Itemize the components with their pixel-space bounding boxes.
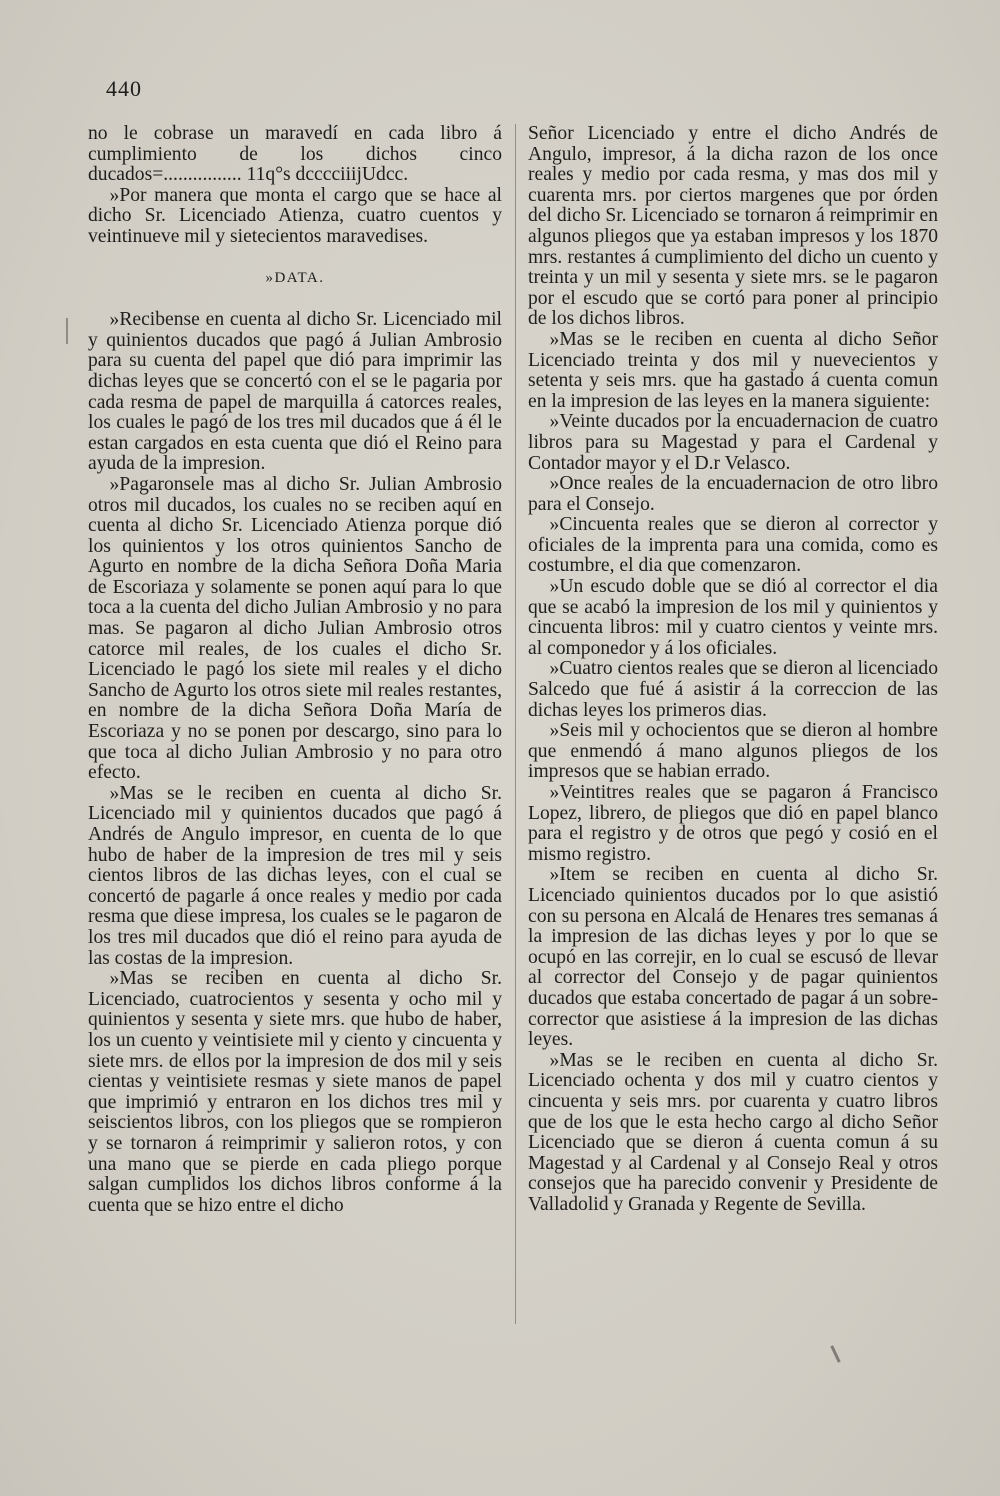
paragraph: »Once reales de la encuadernacion de otro libro para el Consejo.: [528, 473, 938, 515]
column-divider: [515, 124, 516, 1324]
left-column: [88, 124, 502, 1216]
ink-speck: [830, 1345, 840, 1363]
section-heading: »DATA.: [265, 269, 325, 286]
paragraph: »Veinte ducados por la encuadernacion de cuatro libros para su Magestad y para el Cardenal y Contador mayor y el D.r Velasco.: [528, 411, 938, 474]
paragraph: »Mas se reciben en cuenta al dicho Sr. Licenciado, cuatrocientos y sesenta y ocho mil y quinientos y sesenta y siete mrs. que hubo de haber, los un cuento y veintisiete mil y ciento y cincuenta y siete mrs. de ellos por la impresion de dos mil y seis cientas y veintisiete resmas y siete manos de papel que imprimió y entraron en los dichos tres mil y seiscientos libros, con los pliegos que se rompieron y se tornaron á reimprimir y salieron rotos, y con una mano que se pierde en cada pliego porque salgan cumplidos los dichos libros conforme á la cuenta que se hizo entre el dicho: [88, 968, 502, 1216]
paragraph: »Un escudo doble que se dió al corrector el dia que se acabó la impresion de los mil y quinientos y cincuenta libros: mil y cuatro cientos y veinte mrs. al componedor y á los oficiales.: [528, 576, 938, 659]
paragraph: Señor Licenciado y entre el dicho Andrés de Angulo, impresor, á la dicha razon de los once reales y medio por cada resma, y mas dos mil y cuarenta mrs. por ciertos margenes que por órden del dicho Sr. Licenciado se tornaron á reimprimir en algunos pliegos que ya estaban impresos y los 1870 mrs. restantes á cumplimiento del dicho un cuento y treinta y un mil y sesenta y siete mrs. se le pagaron por el escudo que se cortó para poner al principio de los dichos libros.: [528, 123, 938, 330]
paragraph: »Pagaronsele mas al dicho Sr. Julian Ambrosio otros mil ducados, los cuales no se reciben aquí en cuenta al dicho Sr. Licenciado Atienza porque dió los quinientos y los otros quinientos Sancho de Agurto en nombre de la dicha Señora Doña Maria de Escoriaza y solamente se ponen aquí para lo que toca a la cuenta del dicho Julian Ambrosio y no para mas. Se pagaron al dicho Julian Ambrosio otros catorce mil reales, de los cuales el dicho Sr. Licenciado le pagó los siete mil reales y el dicho Sancho de Agurto los otros siete mil reales restantes, en nombre de la dicha Señora Doña María de Escoriaza y no se ponen por descargo, sino para lo que toca al dicho Julian Ambrosio y no para otro efecto.: [88, 473, 502, 784]
paragraph: »Veintitres reales que se pagaron á Francisco Lopez, librero, de pliegos que dió en papel blanco para el registro y de otros que pegó y cosió en el mismo registro.: [528, 782, 938, 865]
page-number: 440: [106, 76, 142, 101]
right-column: [528, 124, 938, 1215]
paragraph: »Mas se le reciben en cuenta al dicho Señor Licenciado treinta y dos mil y nuevecientos y setenta y seis mrs. que ha gastado á cuenta comun en la impresion de las leyes en la manera siguiente:: [528, 328, 938, 412]
paragraph: »Por manera que monta el cargo que se hace al dicho Sr. Licenciado Atienza, cuatro cuentos y veintinueve mil y sietecientos maravedises.: [88, 184, 502, 247]
margin-mark: [66, 318, 68, 344]
paragraph: »Mas se le reciben en cuenta al dicho Sr. Licenciado ochenta y dos mil y cuatro cientos y cincuenta y seis mrs. por cuarenta y cuatro libros que de los que le esta hecho cargo al dicho Señor Licenciado que se dieron á cuenta comun á su Magestad y al Cardenal y al Consejo Real y otros consejos que ha parecido convenir y Presidente de Valladolid y Granada y Regente de Sevilla.: [528, 1049, 938, 1215]
paragraph: »Seis mil y ochocientos que se dieron al hombre que enmendó á mano algunos pliegos de los impresos que se habian errado.: [528, 720, 938, 783]
paragraph: »Cincuenta reales que se dieron al corrector y oficiales de la imprenta para una comida, como es costumbre, el dia que comenzaron.: [528, 514, 938, 577]
paragraph: »Cuatro cientos reales que se dieron al licenciado Salcedo que fué á asistir á la correccion de las dichas leyes los primeros dias.: [528, 658, 938, 721]
paragraph: no le cobrase un maravedí en cada libro á cumplimiento de los dichos cinco ducados=................ 11q°s dcccciiijUdcc.: [88, 123, 502, 186]
paragraph: »Mas se le reciben en cuenta al dicho Sr. Licenciado mil y quinientos ducados que pagó á Andrés de Angulo impresor, en cuenta de lo que hubo de haber de la impresion de tres mil y seis cientos libros de las dichas leyes, con el cual se concertó de pagarle á once reales y medio por cada resma que diese impresa, los cuales se le pagaron de los tres mil ducados que dió el reino para ayuda de las costas de la impresion.: [88, 782, 502, 969]
paragraph: »Item se reciben en cuenta al dicho Sr. Licenciado quinientos ducados por lo que asistió con su persona en Alcalá de Henares tres semanas á la impresion de las dichas leyes y por lo que se ocupó en las correjir, en lo cual se escusó de llevar al corrector del Consejo y de pagar quinientos ducados que estaba concertado de pagar á un sobre-corrector que asistiese á la impresion de las dichas leyes.: [528, 864, 938, 1051]
paragraph: »Recibense en cuenta al dicho Sr. Licenciado mil y quinientos ducados que pagó á Julian Ambrosio para su cuenta del papel que dió para imprimir las dichas leyes que se concertó con el se le pagaria por cada resma de papel de marquilla á catorces reales, los cuales le pagó de los tres mil ducados que á él le estan cargados en esta cuenta que dió el Reino para ayuda de la impresion.: [88, 309, 502, 475]
